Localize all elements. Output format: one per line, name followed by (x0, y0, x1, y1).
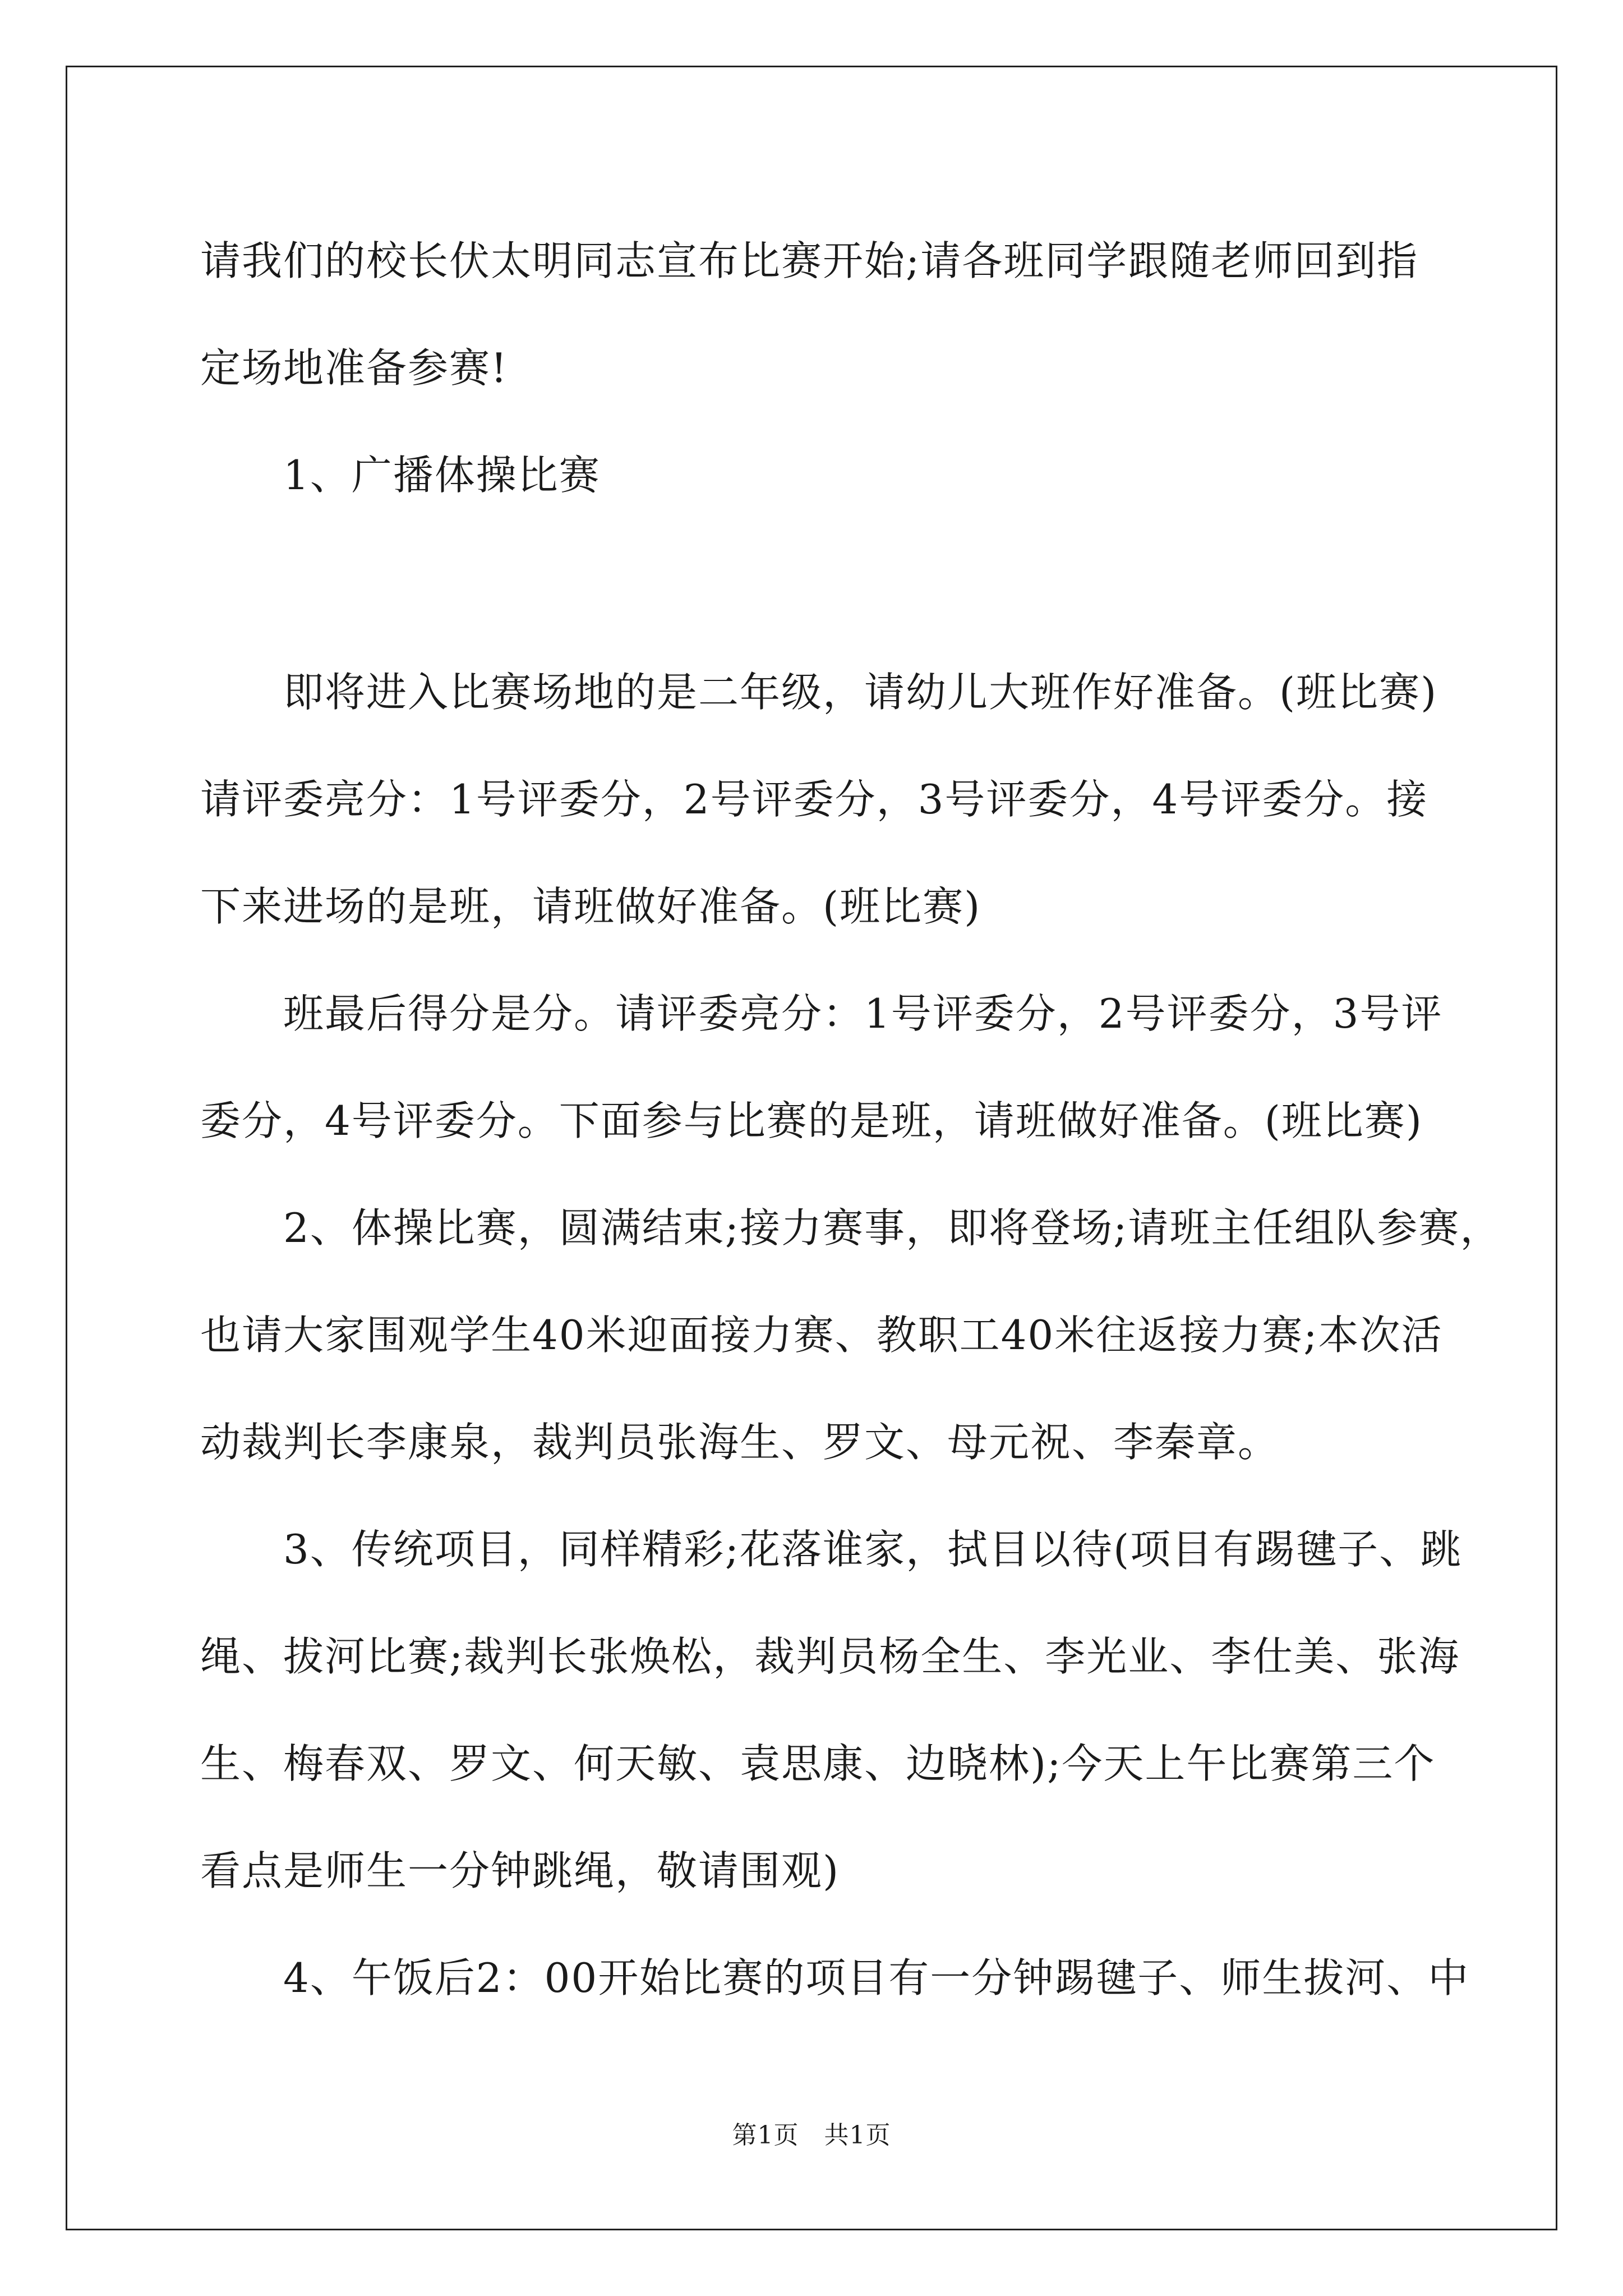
text-line: 请我们的校长伏太明同志宣布比赛开始;请各班同学跟随老师回到指 (200, 237, 1419, 284)
text-line: 4、午饭后2：00开始比赛的项目有一分钟踢毽子、师生拔河、中 (283, 1954, 1470, 2001)
text-line: 2、体操比赛，圆满结束;接力赛事，即将登场;请班主任组队参赛， (283, 1204, 1502, 1251)
text-line: 请评委亮分：1号评委分，2号评委分，3号评委分，4号评委分。接 (200, 776, 1428, 823)
text-line: 委分，4号评委分。下面参与比赛的是班，请班做好准备。(班比赛) (200, 1097, 1423, 1144)
document-body (200, 208, 1502, 2032)
text-line: 3、传统项目，同样精彩;花落谁家，拭目以待(项目有踢毽子、跳 (283, 1526, 1463, 1573)
page-footer: 第1页 共1页 (732, 2121, 891, 2150)
text-line: 动裁判长李康泉，裁判员张海生、罗文、母元祝、李秦章。 (200, 1419, 1280, 1466)
text-line: 即将进入比赛场地的是二年级，请幼儿大班作好准备。(班比赛) (283, 669, 1438, 716)
section-heading: 1、广播体操比赛 (283, 452, 601, 499)
text-line: 看点是师生一分钟跳绳，敬请围观) (200, 1847, 840, 1894)
text-line: 班最后得分是分。请评委亮分：1号评委分，2号评委分，3号评 (283, 990, 1443, 1037)
text-line: 生、梅春双、罗文、何天敏、袁思康、边晓林);今天上午比赛第三个 (200, 1740, 1436, 1787)
text-line: 下来进场的是班，请班做好准备。(班比赛) (200, 883, 981, 930)
text-line: 也请大家围观学生40米迎面接力赛、教职工40米往返接力赛;本次活 (200, 1312, 1443, 1359)
text-line: 绳、拔河比赛;裁判长张焕松，裁判员杨全生、李光业、李仕美、张海 (200, 1633, 1460, 1680)
text-line: 定场地准备参赛! (200, 344, 508, 392)
